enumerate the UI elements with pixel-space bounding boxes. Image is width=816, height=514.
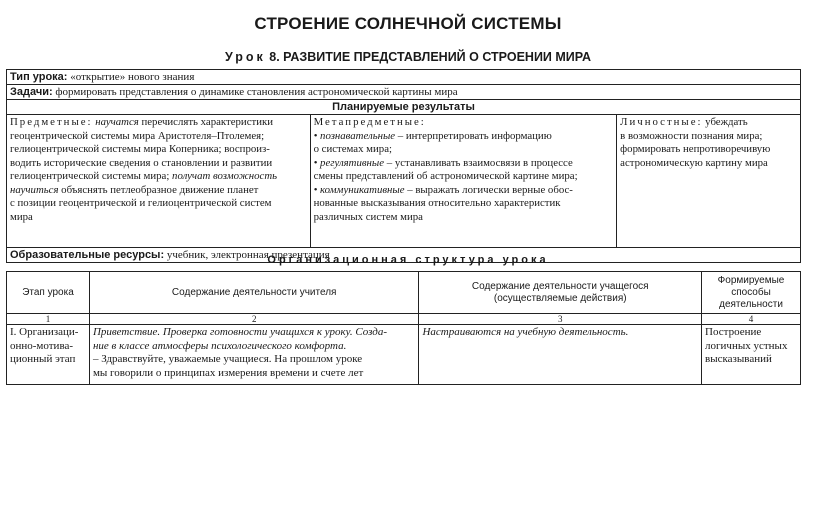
subject-text: гелиоцентрической системы мира; — [10, 170, 173, 182]
header-skills — [702, 272, 801, 314]
personal-text: формировать непротиворечивую — [620, 143, 771, 155]
personal-text: убеждать — [702, 116, 748, 128]
header-student-line: (осуществляемые действия) — [493, 292, 627, 304]
table-row — [7, 325, 801, 385]
page-title: СТРОЕНИЕ СОЛНЕЧНОЙ СИСТЕМЫ — [254, 14, 562, 33]
teacher-text: – Здравствуйте, уважаемые учащиеся. На прошлом уроке — [92, 353, 363, 365]
lesson-prefix: Урок — [224, 50, 266, 64]
lesson-tasks-row — [7, 85, 801, 100]
subject-text: с позиции геоцентрической и гелиоцентрической систем — [10, 197, 272, 209]
org-structure-title: Организационная структура урока — [267, 254, 549, 266]
meta-text: – выражать логически верные обос- — [404, 183, 573, 196]
header-skills-line: способы — [731, 286, 771, 298]
results-header-row — [7, 100, 801, 115]
skills-text: Построение — [705, 326, 762, 338]
structure-header-row — [7, 272, 801, 314]
column-number-row — [7, 314, 801, 325]
column-number: 1 — [7, 314, 90, 325]
meta-text: • регулятивные — [313, 156, 385, 169]
lesson-tasks-value: формировать представления о динамике становления астрономической картины мира — [55, 86, 458, 98]
subject-text: гелиоцентрической системы мира Коперника; воспроиз- — [10, 143, 270, 155]
lesson-subtitle — [0, 50, 816, 64]
stage-cell — [7, 325, 90, 385]
lesson-type-label: Тип урока: — [10, 71, 68, 83]
skills-cell — [702, 325, 801, 385]
header-teacher: Содержание деятельности учителя — [89, 272, 418, 314]
skills-text: логичных устных — [705, 339, 788, 352]
subject-text: научиться — [10, 183, 59, 196]
personal-text: в возможности познания мира; — [620, 129, 763, 142]
results-header: Планируемые результаты — [7, 100, 801, 115]
header-skills-line: деятельности — [719, 298, 783, 310]
meta-text: • коммуникативные — [313, 183, 405, 196]
subject-text: объяснять петлеобразное движение планет — [58, 183, 259, 196]
subject-label: Предметные: — [10, 116, 93, 128]
meta-text: – устанавливать взаимосвязи в процессе — [384, 156, 573, 169]
subject-text: геоцентрической системы мира Аристотеля–Птолемея; — [10, 129, 265, 142]
column-number: 4 — [702, 314, 801, 325]
teacher-text: ние в классе атмосферы психологического комфорта. — [92, 339, 347, 352]
teacher-text: Приветствие. Проверка готовности учащихся к уроку. Созда- — [92, 326, 387, 338]
header-stage: Этап урока — [7, 272, 90, 314]
meta-text: о системах мира; — [313, 143, 392, 155]
column-number: 2 — [89, 314, 418, 325]
meta-results — [310, 115, 617, 248]
subject-text: водить исторические сведения о становлении и развитии — [10, 156, 273, 169]
subject-text: научатся — [95, 116, 139, 128]
stage-text: онно-мотива- — [10, 339, 74, 352]
lesson-title: 8. РАЗВИТИЕ ПРЕДСТАВЛЕНИЙ О СТРОЕНИИ МИРА — [269, 50, 592, 64]
personal-results — [617, 115, 801, 248]
resources-value: учебник, электронная презентация — [166, 249, 330, 261]
lesson-type-value: «открытие» нового знания — [70, 71, 195, 83]
lesson-info-table — [6, 69, 801, 263]
meta-text: – интерпретировать информацию — [395, 129, 552, 142]
header-student — [419, 272, 702, 314]
resources-label: Образовательные ресурсы: — [10, 249, 165, 261]
subject-text: получат возможность — [172, 170, 278, 182]
results-row — [7, 115, 801, 248]
header-student-line: Содержание деятельности учащегося — [471, 280, 649, 292]
lesson-type-row — [7, 70, 801, 85]
meta-text: смены представлений об астрономической картине мира; — [313, 170, 578, 182]
personal-label: Личностные: — [620, 116, 703, 128]
student-cell: Настраиваются на учебную деятельность. — [419, 325, 702, 385]
meta-text: нованные высказывания относительно характеристик — [313, 197, 561, 209]
subject-text: перечислять характеристики — [138, 116, 274, 128]
skills-text: высказываний — [705, 353, 772, 365]
personal-text: астрономическую картину мира — [620, 156, 768, 169]
meta-label: Метапредметные: — [313, 116, 426, 128]
stage-text: I. Организаци- — [10, 326, 79, 338]
teacher-text: мы говорили о принципах измерения времени и счете лет — [92, 366, 364, 379]
lesson-structure-table — [6, 271, 801, 385]
meta-text: • познавательные — [313, 129, 396, 142]
meta-text: различных систем мира — [313, 210, 423, 223]
subject-results — [7, 115, 311, 248]
stage-text: ционный этап — [10, 353, 76, 365]
header-skills-line: Формируемые — [717, 274, 785, 286]
subject-text: мира — [10, 210, 33, 223]
lesson-tasks-label: Задачи: — [10, 86, 53, 98]
column-number: 3 — [419, 314, 702, 325]
teacher-cell — [89, 325, 418, 385]
